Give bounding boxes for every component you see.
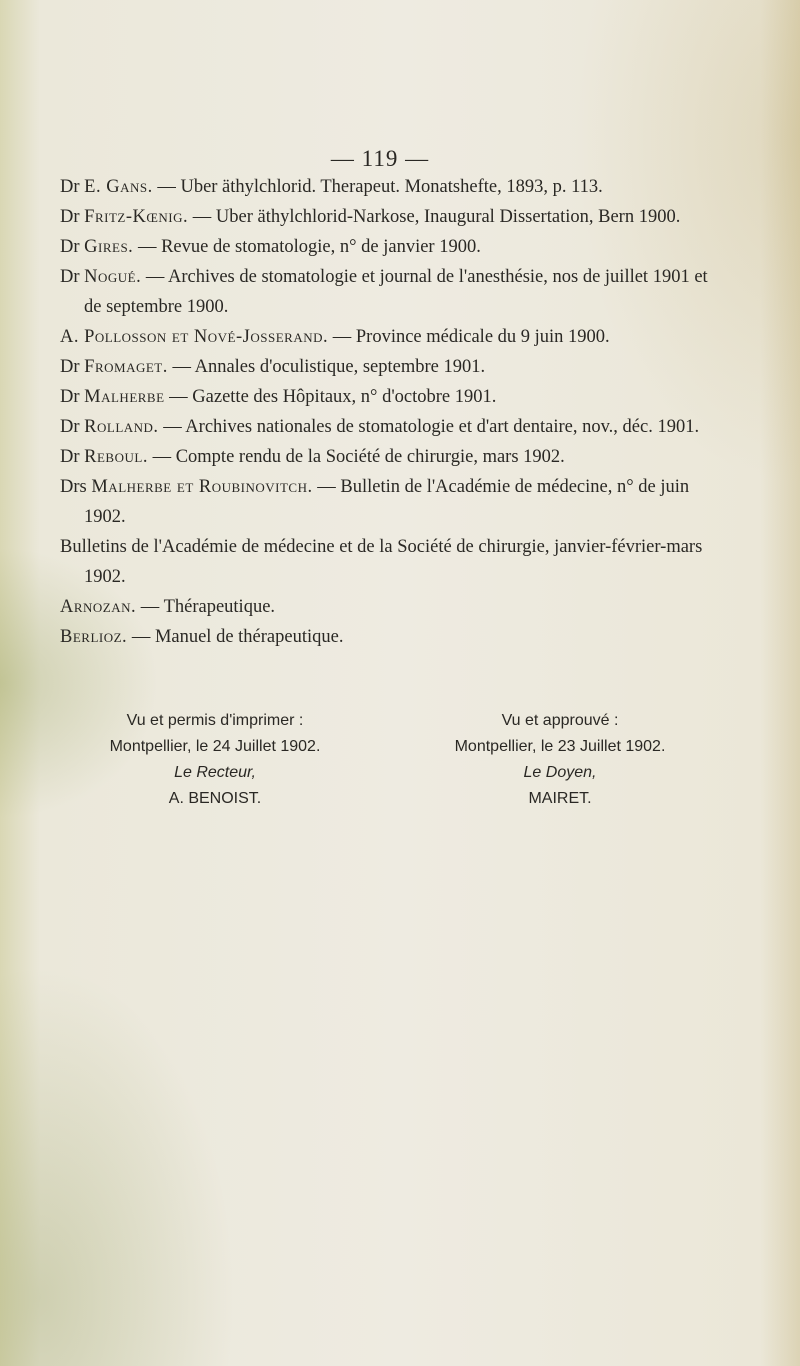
entry-text: Bulletins de l'Académie de médecine et de la Société de chirurgie, janvier-février-mars 1902.: [60, 537, 703, 587]
bibliography-entry: [60, 232, 710, 262]
entry-title: Dr: [60, 237, 80, 257]
approval-signatory: MAIRET.: [528, 790, 592, 807]
entry-author: Malherbe: [84, 387, 165, 407]
entry-text: — Province médicale du 9 juin 1900.: [328, 327, 610, 347]
approval-line: Vu et approuvé :: [501, 712, 619, 729]
bibliography-entry: [60, 202, 710, 232]
approval-place-date: Montpellier, le 23 Juillet 1902.: [454, 738, 666, 755]
bibliography-entry: [60, 622, 710, 652]
page-number: — 119 —: [330, 146, 430, 171]
bibliography-entry: [60, 262, 710, 322]
bibliography-entry: [60, 382, 710, 412]
entry-text: — Thérapeutique.: [136, 597, 276, 617]
bibliography-entry: [60, 322, 710, 352]
entry-author: Fromaget.: [84, 357, 168, 377]
entry-author: Rolland.: [84, 417, 159, 437]
entry-text: — Uber äthylchlorid. Therapeut. Monatshefte, 1893, p. 113.: [152, 177, 603, 197]
entry-title: Dr: [60, 447, 80, 467]
approval-role: Le Doyen,: [523, 764, 597, 781]
bibliography-entry: [60, 172, 710, 202]
approval-role: Le Recteur,: [174, 764, 256, 781]
entry-author: Fritz-Kœnig.: [84, 207, 189, 227]
entry-text: — Archives nationales de stomatologie et d'art dentaire, nov., déc. 1901.: [158, 417, 700, 437]
entry-author: Gires.: [84, 237, 134, 257]
entry-text: — Manuel de thérapeutique.: [127, 627, 344, 647]
approval-place-date: Montpellier, le 24 Juillet 1902.: [109, 738, 321, 755]
entry-author: Arnozan.: [60, 597, 137, 617]
entry-text: — Annales d'oculistique, septembre 1901.: [167, 357, 486, 377]
entry-title: Dr: [60, 177, 80, 197]
entry-title: Dr: [60, 417, 80, 437]
approval-line: Vu et permis d'imprimer :: [126, 712, 304, 729]
entry-author: A. Pollosson et Nové-Josserand.: [60, 327, 329, 347]
entry-title: Dr: [60, 207, 80, 227]
entry-title: Dr: [60, 387, 80, 407]
bibliography-entry: [60, 592, 710, 622]
entry-text: — Gazette des Hôpitaux, n° d'octobre 1901.: [164, 387, 497, 407]
entry-text: — Compte rendu de la Société de chirurgie, mars 1902.: [147, 447, 565, 467]
entry-author: Nogué.: [84, 267, 142, 287]
bibliography-entry: [60, 412, 710, 442]
bibliography-entry: [60, 472, 710, 532]
entry-author: Malherbe et Roubinovitch.: [91, 477, 313, 497]
entry-author: Berlioz.: [60, 627, 128, 647]
entry-title: Drs: [60, 477, 87, 497]
bibliography-entry: [60, 532, 710, 592]
bibliography-list: [60, 172, 710, 652]
bibliography-entry: [60, 352, 710, 382]
bibliography-entry: [60, 442, 710, 472]
rector-approval: [60, 708, 370, 812]
entry-title: Dr: [60, 357, 80, 377]
entry-text: — Uber äthylchlorid-Narkose, Inaugural Dissertation, Bern 1900.: [188, 207, 681, 227]
entry-author: E. Gans.: [84, 177, 153, 197]
dean-approval: [400, 708, 720, 812]
approval-signatory: A. BENOIST.: [168, 790, 262, 807]
entry-text: — Bulletin de l'Académie de médecine, n° de juin 1902.: [84, 477, 690, 527]
entry-text: — Revue de stomatologie, n° de janvier 1900.: [133, 237, 481, 257]
entry-author: Reboul.: [84, 447, 148, 467]
entry-title: Dr: [60, 267, 80, 287]
entry-text: — Archives de stomatologie et journal de l'anesthésie, nos de juillet 1901 et de septembre 1900.: [84, 267, 708, 317]
